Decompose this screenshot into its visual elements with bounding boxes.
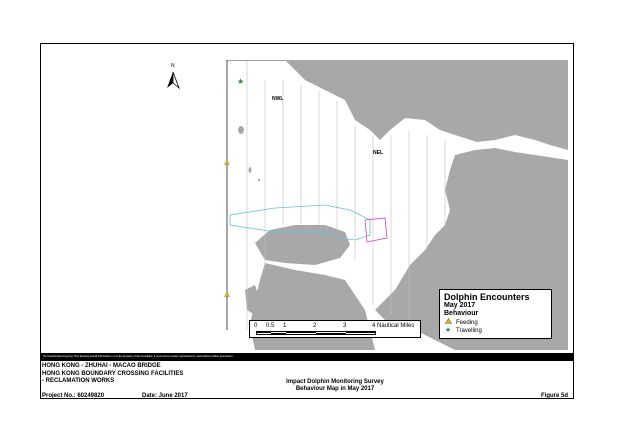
- area-label-nwl: NWL: [272, 96, 284, 102]
- north-label: N: [171, 63, 175, 69]
- travelling-marker: ★: [237, 77, 245, 86]
- feeding-marker: [225, 292, 230, 297]
- project-line: HONG KONG BOUNDARY CROSSING FACILITIES: [42, 370, 184, 377]
- islet: [238, 126, 244, 134]
- scale-tick: 3: [343, 323, 347, 329]
- north-arrow: [166, 66, 180, 90]
- scale-tick: 0: [254, 323, 258, 329]
- scale-tick: 2: [313, 323, 317, 329]
- title-block: [40, 361, 574, 399]
- legend-title: Dolphin Encounters: [444, 292, 530, 302]
- scale-tick: 1: [283, 323, 287, 329]
- land-north: [285, 60, 568, 150]
- star-icon: ★: [444, 327, 452, 334]
- triangle-icon: [444, 318, 452, 327]
- drawing-title: [270, 379, 400, 393]
- scale-unit: Nautical Miles: [377, 323, 415, 329]
- drawing-title-line: Behaviour Map in May 2017: [295, 386, 375, 392]
- north-arrow-icon: [166, 66, 180, 90]
- islet: [249, 167, 252, 173]
- legend-period: May 2017: [444, 302, 476, 309]
- legend-item-travelling: [444, 327, 547, 335]
- legend-subtitle: Behaviour: [444, 310, 479, 317]
- figure-number: Figure 5d: [540, 393, 568, 399]
- project-line: - RECLAMATION WORKS: [42, 378, 115, 384]
- drawing-date: Date: June 2017: [142, 393, 188, 399]
- project-line: HONG KONG - ZHUHAI - MACAO BRIDGE: [42, 363, 161, 369]
- scale-bar-graphic: [256, 331, 376, 335]
- scale-bar: [249, 320, 421, 338]
- disclaimer-bar: No Unauthorised Copying: This drawing and all information in it is the property of the consultant. It must not be copied, reproduced or used without written permission.: [40, 353, 574, 361]
- area-label-nel: NEL: [373, 150, 383, 156]
- project-number: Project No.: 60249820: [42, 393, 105, 399]
- scale-tick: 4: [372, 323, 376, 329]
- legend-item-feeding: [444, 318, 547, 327]
- drawing-title-line: Impact Dolphin Monitoring Survey: [286, 379, 384, 385]
- boundary-magenta: [365, 218, 387, 242]
- project-name: [42, 363, 183, 386]
- legend-label: Feeding: [456, 319, 478, 326]
- scale-tick: 0.5: [266, 323, 275, 329]
- islet: [258, 179, 260, 181]
- legend-label: Travelling: [456, 328, 482, 334]
- legend: [439, 289, 552, 339]
- feeding-marker: [225, 160, 230, 165]
